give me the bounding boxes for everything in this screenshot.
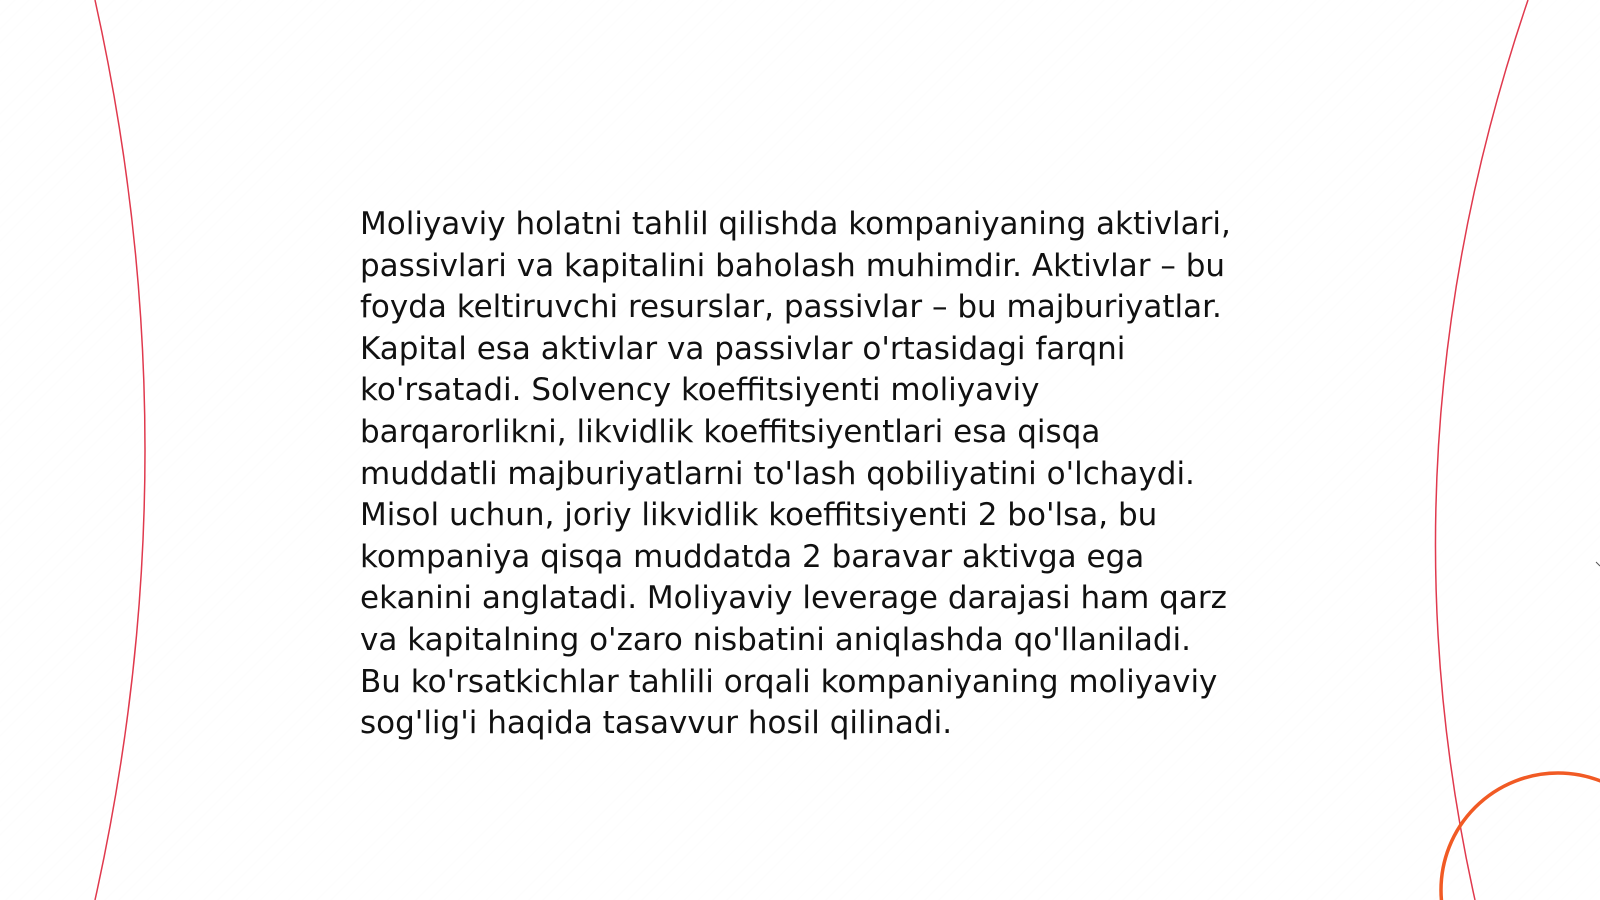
accent-circle xyxy=(1441,773,1600,900)
edge-tick-mark xyxy=(1596,562,1600,566)
left-arc-line xyxy=(95,0,145,900)
body-paragraph: Moliyaviy holatni tahlil qilishda kompaniyaning aktivlari, passivlari va kapitalini baholash muhimdir. Aktivlar – bu foyda keltiruvchi resurslar, passivlar – bu majburiyatlar. Kapital esa aktivlar va passivlar o'rtasidagi farqni ko'rsatadi. Solvency koeffitsiyenti moliyaviy barqarorlikni, likvidlik koeffitsiyentlari esa qisqa muddatli majburiyatlarni to'lash qobiliyatini o'lchaydi. Misol uchun, joriy likvidlik koeffitsiyenti 2 bo'lsa, bu kompaniya qisqa muddatda 2 baravar aktivga ega ekanini anglatadi. Moliyaviy leverage darajasi ham qarz va kapitalning o'zaro nisbatini aniqlashda qo'llaniladi. Bu ko'rsatkichlar tahlili orqali kompaniyaning moliyaviy sog'lig'i haqida tasavvur hosil qilinadi. xyxy=(360,206,1231,742)
right-arc-line xyxy=(1435,0,1528,900)
